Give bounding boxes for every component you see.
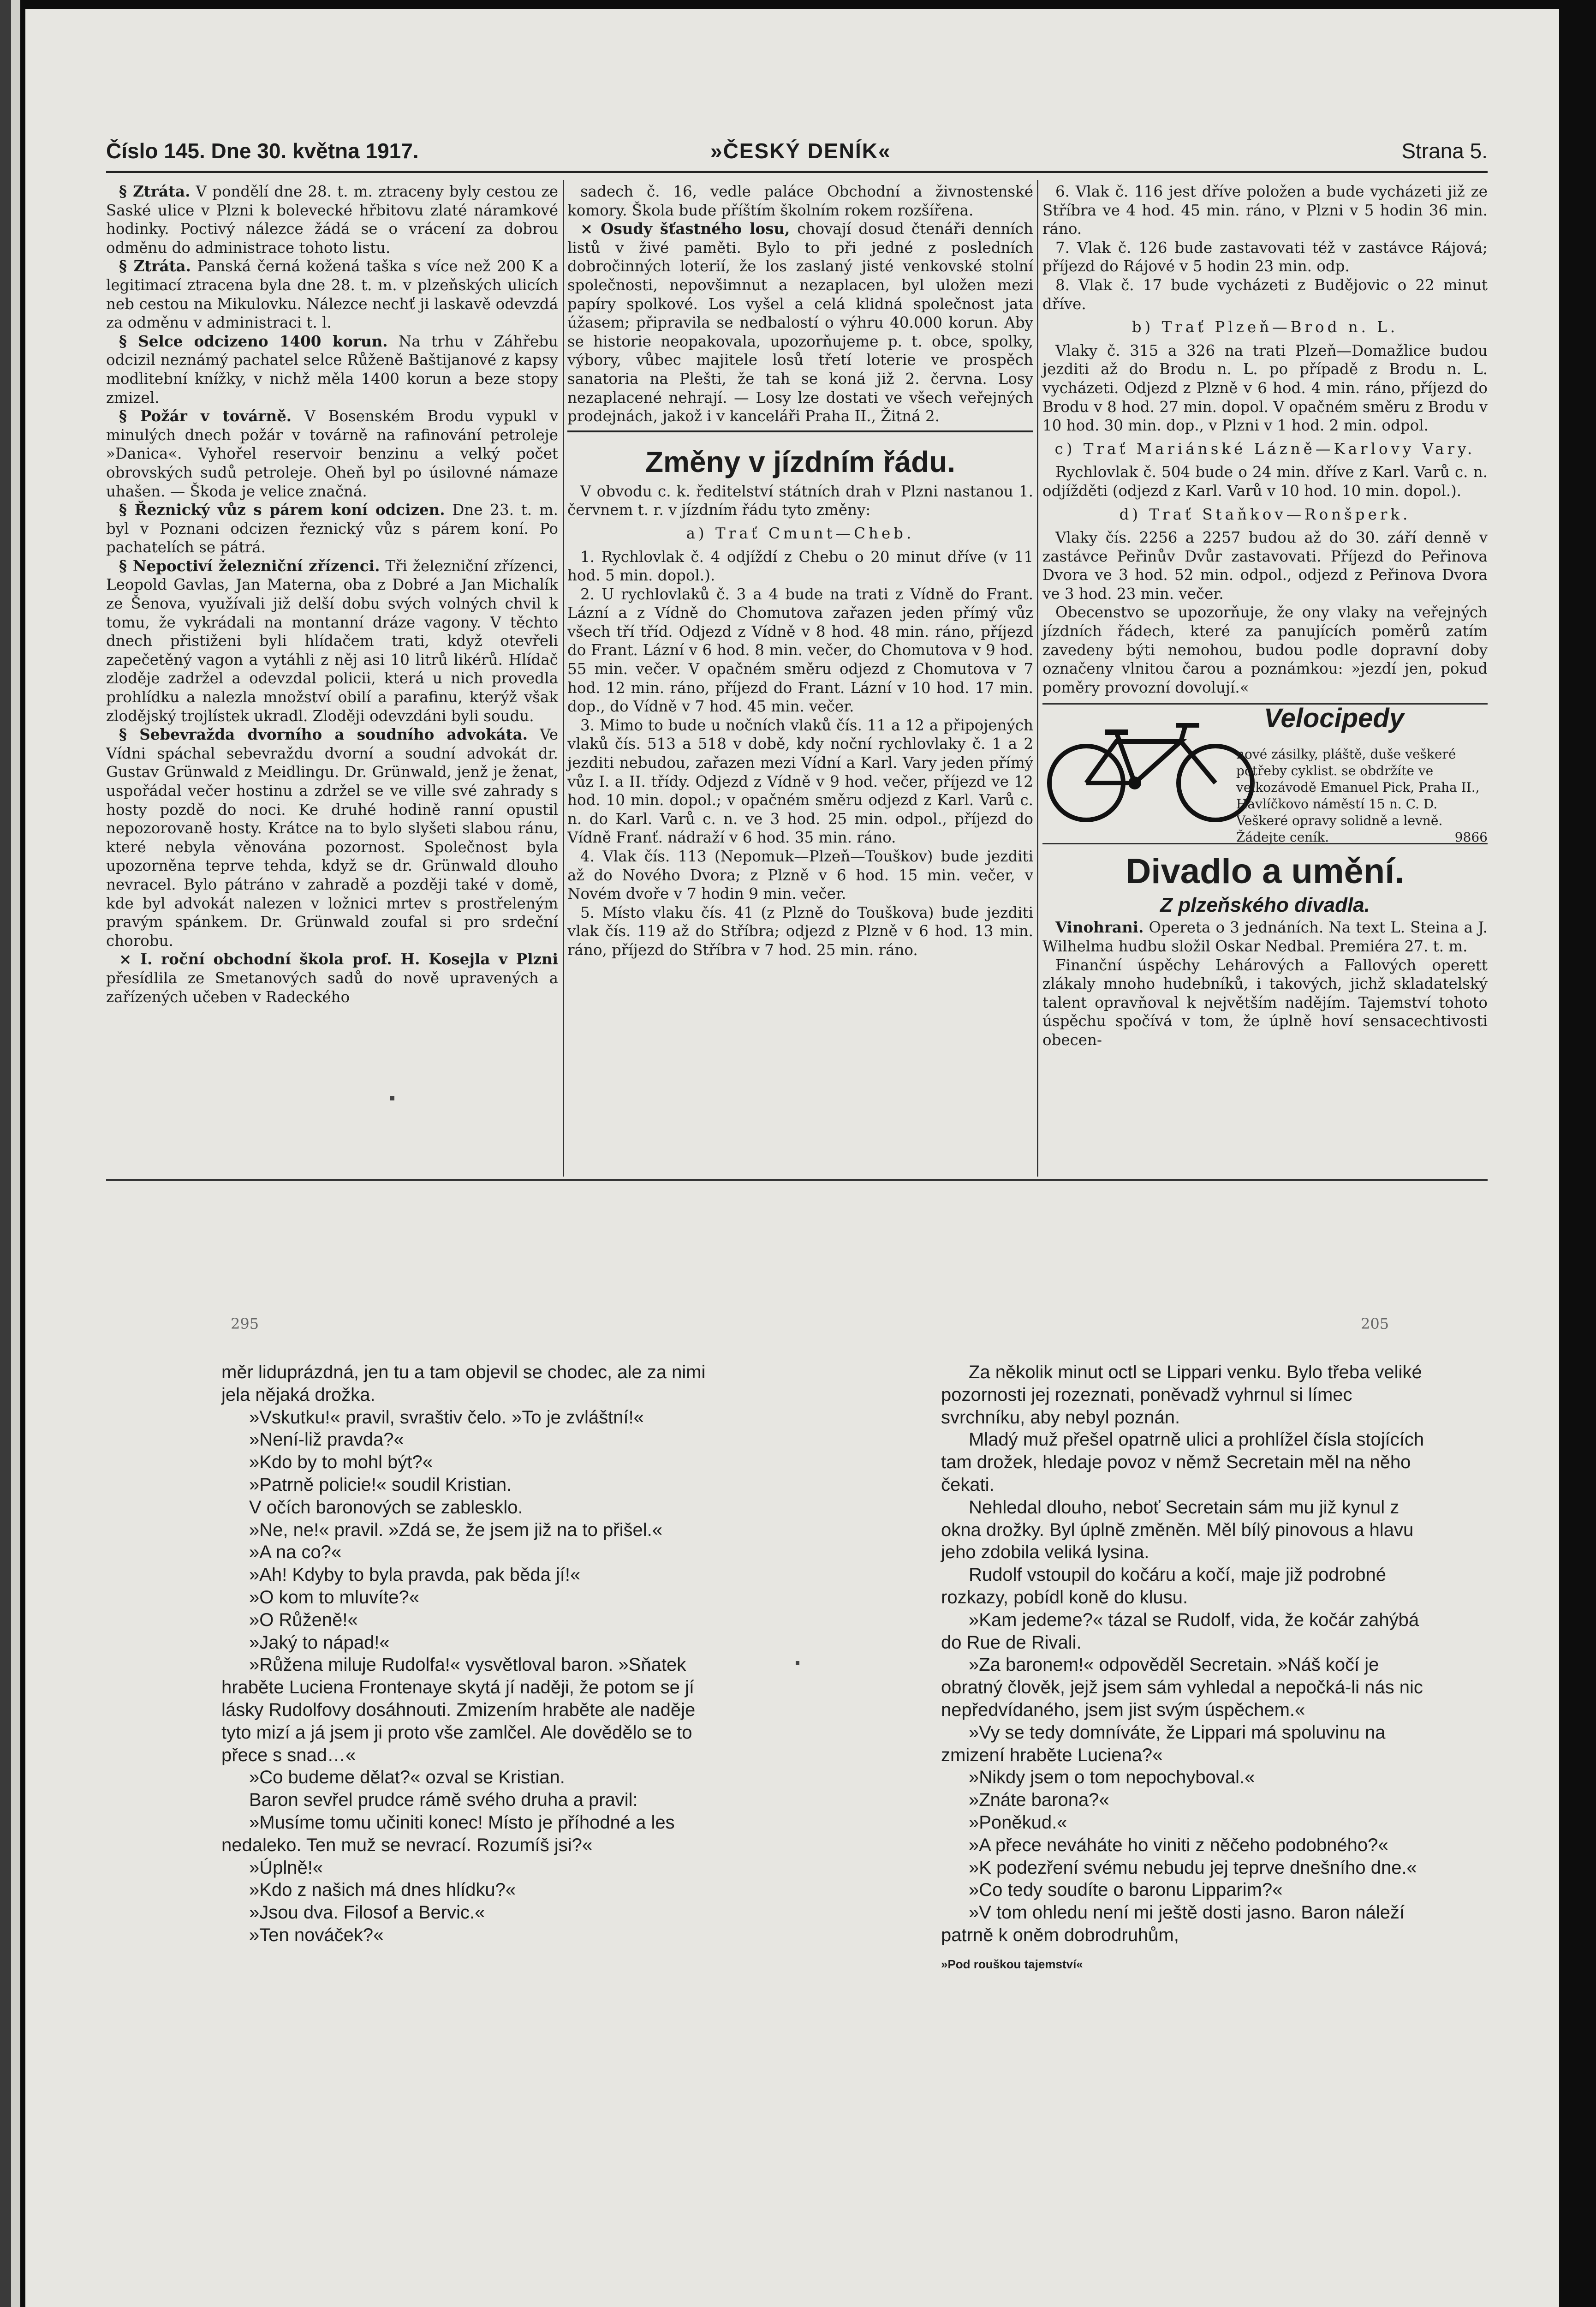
novel-paragraph: »K podezření svému nebudu jej teprve dnešního dne.« [969, 1857, 1417, 1878]
novel-paragraph: »O Růženě!« [249, 1609, 358, 1630]
timetable-paragraph: 2. U rychlovlaků č. 3 a 4 bude na trati z Vídně do Frant. Lázní a z Vídně do Chomutova zařazen jeden přímý vůz všech tří tříd. Odjezd z Vídně v 8 hod. 48 min. ráno, příjezd do Frant. Lázní v 6 hod. 8 min. večer, do Chomutova v 9 hod. 55 min. večer. V opačném směru odjezd z Chomutova v 7 hod. 12 min. ráno, příjezd do Frant. Lázní v 10 hod. 17 min. dop., do Vídně v 7 hod. 45 min. večer. [567, 585, 1033, 716]
novel-footnote: »Pod rouškou tajemství« [941, 1957, 1083, 1971]
bicycle-advertisement [1042, 703, 1488, 844]
news-item-text: přesídlila ze Smetanových sadů do nově upravených a zařízených učeben v Radeckého [106, 969, 558, 1006]
timetable-paragraph: Rychlovlak č. 504 bude o 24 min. dříve z Karl. Varů c. n. odjížděti (odjezd z Karl. Varů v 10 hod. 10 min. dopol.). [1042, 463, 1488, 500]
column-2 [567, 182, 1033, 1174]
novel-paragraph: »Jaký to nápad!« [249, 1632, 390, 1653]
news-item [106, 557, 558, 725]
newspaper-header [106, 138, 1488, 166]
timetable-paragraph: Vlaky čís. 2256 a 2257 budou až do 30. září denně v zastávce Peřinův Dvůr zastavovati. Příjezd do Peřinova Dvora ve 3 hod. 52 min. odpol., odjezd z Peřinova Dvora ve 3 hod. 23 min. večer. [1042, 529, 1488, 603]
novel-paragraph: »Za baronem!« odpověděl Secretain. »Náš kočí je obratný člověk, jejž jsem sám vyhledal a nepočká-li nás nic nepředvídaného, jsem jist svým úspěchem.« [941, 1655, 1423, 1720]
news-item-text: Tři železniční zřízenci, Leopold Gavlas, Jan Materna, oba z Dobré a Jan Michalík ze Šenova, využívali již delší dobu svých volných chvil k tomu, že vykrádali na montanní dráze vagony. V těchto dnech přistiženi byli hlídačem trati, když otevřeli zapečetěný vagon a vytáhli z něj asi 10 litrů likérů. Hlídač zloděje zadržel a odevzdal policii, která u nich provedla prohlídku a nalezla množství obilí a parafinu, kterýž však zlodějský trojlístek ukradl. Zloději odevzdáni byli soudu. [106, 557, 559, 725]
novel-paragraph: »Ne, ne!« pravil. »Zdá se, že jsem již na to přišel.« [249, 1519, 662, 1540]
novel-paragraph: Nehledal dlouho, neboť Secretain sám mu již kynul z okna drožky. Byl úplně změněn. Měl bílý pinovous a hlavu jeho zdobila veliká lysina. [941, 1497, 1414, 1563]
news-item-text: sadech č. 16, vedle paláce Obchodní a živnostenské komory. Škola bude příštím školním rokem rozšířena. [567, 183, 1033, 219]
news-item [567, 182, 1033, 220]
novel-right-text [941, 1361, 1439, 1947]
theater-section-title: Divadlo a umění. [1126, 852, 1405, 891]
news-item-text: V Bosenském Brodu vypukl v minulých dnech požár v továrně na rafinování petroleje »Danica«. Vyhořel reservoir benzinu a velký počet obrovských sudů petroleje. Oheň byl po úsilovné námaze uhašen. — Škoda je velice značná. [106, 407, 558, 500]
news-item-text: chovají dosud čtenáři denních listů v živé paměti. Bylo to při jedné z posledních dobročinných loterií, že los zaslaný jisté venkovské stolní společnosti, nepovšimnut a nezaplacen, byl uložen mezi papíry spolkové. Los vyšel a celá klidná společnost jata úžasem; připravila se nedbalostí o výhru 40.000 korun. Aby se historie neopakovala, upozorňujeme p. t. obce, spolky, výbory, vůbec majitele losů třetí loterie ve prospěch sanatoria na Plešti, že tah se koná již 2. června. Losy nezaplacené nehrají. — Losy lze dostati ve všech veřejných prodejnách, jakož i v kanceláři Praha II., Žitná 2. [567, 220, 1033, 425]
novel-paragraph: »Kdo by to mohl být?« [249, 1452, 433, 1473]
masthead-title: »ČESKÝ DENÍK« [710, 139, 891, 163]
novel-paragraph: »Patrně policie!« soudil Kristian. [249, 1474, 512, 1495]
novel-paragraph: Rudolf vstoupil do kočáru a kočí, maje již podrobné rozkazy, pobídl koně do klusu. [941, 1565, 1386, 1608]
timetable-paragraph: 6. Vlak č. 116 jest dříve položen a bude vycházeti již ze Stříbra ve 4 hod. 45 min. ráno, v Plzni v 5 hodin 36 min. ráno. [1042, 183, 1488, 238]
timetable-paragraph: 7. Vlak č. 126 bude zastavovati též v zastávce Rájová; příjezd do Rájové v 5 hodin 23 min. odp. [1042, 239, 1488, 275]
novel-paragraph: »A přece neváháte ho viniti z něčeho podobného?« [969, 1835, 1388, 1855]
novel-paragraph: »Co budeme dělat?« ozval se Kristian. [249, 1767, 565, 1788]
news-item-text: V pondělí dne 28. t. m. ztraceny byly cestou ze Saské ulice v Plzni k bolevecké hřbitovu zlaté náramkové hodinky. Poctivý nálezce žádá se o vrácení za dobrou odměnu do administrace tohoto listu. [106, 183, 558, 257]
news-item-text: Na trhu v Záhřebu odcizil neznámý pachatel selce Růženě Baštijanové z kapsy modlitební knížky, v nichž měla 1400 korun a beze stopy zmizel. [106, 332, 558, 406]
timetable-paragraph: b) Trať Plzeň—Brod n. L. [1131, 318, 1399, 336]
news-item [106, 407, 558, 501]
timetable-paragraph: V obvodu c. k. ředitelství státních drah v Plzni nastanou 1. červnem t. r. v jízdním řádu tyto změny: [567, 482, 1033, 519]
novel-paragraph: Za několik minut octl se Lippari venku. Bylo třeba veliké pozornosti jej rozeznati, poněvadž vyhrnul si límec svrchníku, aby nebyl poznán. [941, 1362, 1422, 1428]
novel-paragraph: »Kdo z našich má dnes hlídku?« [249, 1880, 516, 1901]
news-item-lead: × Osudy šťastného losu, [580, 220, 790, 238]
bottom-rule [106, 1179, 1488, 1181]
timetable-paragraph: c) Trať Mariánské Lázně—Karlovy Vary. [1054, 440, 1476, 458]
news-item-text: Panská černá kožená taška s více než 200 K a legitimací ztracena byla dne 28. t. m. v plzeňských ulicích neb cestou na Mikulovku. Nálezce nechť ji laskavě odevzdá za odměnu v administraci t. l. [106, 257, 558, 332]
news-item [106, 950, 558, 1006]
news-item-lead: § Ztráta. [119, 257, 191, 275]
novel-paragraph: »Vskutku!« pravil, svraštiv čelo. »To je zvláštní!« [249, 1407, 644, 1428]
bicycle-icon [1042, 714, 1259, 825]
timetable-paragraph: d) Trať Staňkov—Ronšperk. [1119, 505, 1411, 523]
novel-paragraph: »Vy se tedy domníváte, že Lippari má spoluvinu na zmizení hraběte Luciena?« [941, 1722, 1386, 1765]
timetable-paragraph: 5. Místo vlaku čís. 41 (z Plzně do Touškova) bude jezditi vlak čís. 119 až do Stříbra; odjezd z Plzně v 6 hod. 13 min. ráno, příjezd do Stříbra v 7 hod. 25 min. ráno. [567, 903, 1033, 959]
news-item [106, 257, 558, 332]
column-divider [563, 180, 564, 1177]
page-number: Strana 5. [1401, 139, 1488, 163]
news-item-lead: § Nepoctiví železniční zřízenci. [119, 556, 380, 575]
news-item [1042, 956, 1488, 1050]
timetable-paragraph: Vlaky č. 315 a 326 na trati Plzeň—Domažlice budou jezditi až do Brodu n. L. po případě z Brodu n. L. vycházeti. Odjezd z Plzně v 6 hod. 4 min. ráno, příjezd do Brodu v 8 hod. 27 min. dopol. V opačném směru z Brodu v 10 hod. 30 min. dop., v Plzni v 1 hod. 2 min. odpol. [1042, 341, 1488, 435]
novel-paragraph: »Co tedy soudíte o baronu Lipparim?« [969, 1880, 1283, 1901]
novel-paragraph: »Nikdy jsem o tom nepochyboval.« [969, 1767, 1255, 1788]
novel-paragraph: Mladý muž přešel opatrně ulici a prohlížel čísla stojících tam drožek, hledaje povoz v němž Secretain měl na něho čekati. [941, 1429, 1424, 1495]
news-item [1042, 918, 1488, 956]
novel-paragraph: »Růžena miluje Rudolfa!« vysvětloval baron. »Sňatek hraběte Luciena Frontenaye skytá jí naději, že potom se jí lásky Rudolfovy dosáhnouti. Zmizením hraběte ale naděje tyto mizí a já jsem ji proto vše zamlčel. Ale dovědělo se to přece s snad…« [221, 1655, 696, 1765]
novel-paragraph: Baron sevřel prudce rámě svého druha a pravil: [249, 1790, 638, 1811]
timetable-paragraph: 1. Rychlovlak č. 4 odjíždí z Chebu o 20 minut dříve (v 11 hod. 5 min. dopol.). [567, 548, 1033, 585]
news-item-text: Dne 23. t. m. byl v Poznani odcizen řeznický vůz s párem koní. Po pachatelích se pátrá. [106, 501, 558, 556]
novel-left-page [221, 1361, 713, 1947]
news-item-lead: § Selce odcizeno 1400 korun. [119, 332, 388, 350]
scan-speck [796, 1661, 799, 1665]
novel-paragraph: »Není-liž pravda?« [249, 1429, 404, 1450]
news-item-lead: Vinohrani. [1055, 918, 1144, 937]
book-page-number-left: 295 [231, 1315, 259, 1333]
theater-section-subtitle: Z plzeňského divadla. [1160, 894, 1370, 917]
novel-paragraph: »V tom ohledu není mi ještě dosti jasno. Baron náleží patrně k oněm dobrodruhům, [941, 1902, 1405, 1945]
header-rule [106, 171, 1488, 173]
timetable-changes-continued [1042, 182, 1488, 697]
novel-paragraph: »Ah! Kdyby to byla pravda, pak běda jí!« [249, 1565, 581, 1585]
news-item-text: Ve Vídni spáchal sebevraždu dvorní a soudní advokát dr. Gustav Grünwald z Meidlingu. Dr. Grünwald, jenž je ženat, uspořádal večer hostinu a zdržel se ve ville své zahrady s hosty pozdě do noci. Ke druhé hodině ranní opustil nepozorovaně hosty. Krátce na to bylo slyšeti slabou ránu, které nebyla věnována pozornost. Společnost byla upozorněna teprve tehda, když se dr. Grünwald dlouho nevracel. Bylo pátráno v zahradě a později také v domě, kde byl advokát nalezen v ložnici mrtev s prostřeleným pravým spánkem. Dr. Grünwald zoufal si pro srdeční chorobu. [106, 726, 558, 950]
scan-speck [390, 1096, 394, 1100]
novel-paragraph: měr liduprázdná, jen tu a tam objevil se chodec, ale za nimi jela nějaká drožka. [221, 1362, 706, 1405]
ad-text: nové zásilky, pláště, duše veškeré potřeby cyklist. se obdržíte ve velkozávodě Emanuel Pick, Praha II., Havlíčkovo náměstí 15 n. C. D. Veškeré opravy solidně a levně. Žádejte ceník. [1236, 747, 1480, 845]
book-page-number-right: 205 [1361, 1315, 1389, 1333]
novel-paragraph: »Úplně!« [249, 1857, 323, 1878]
lottery-news [567, 182, 1033, 426]
novel-paragraph: V očích baronových se zablesklo. [249, 1497, 523, 1518]
news-item-lead: § Požár v továrně. [119, 407, 292, 425]
news-item-lead: § Sebevražda dvorního a soudního advokáta. [119, 725, 528, 744]
timetable-paragraph: Obecenstvo se upozorňuje, že ony vlaky na veřejných jízdních řádech, které za panujících poměrů zatím zavedeny býti nemohou, budou podle dopravní doby označeny vlnitou čarou a poznámkou: »jezdí jen, pokud poměry provozní dovolují.« [1042, 604, 1488, 696]
column-3 [1042, 182, 1488, 1179]
news-item [106, 332, 558, 407]
novel-right-page [941, 1361, 1439, 1976]
novel-paragraph: »Ten nováček?« [249, 1924, 384, 1945]
issue-date: Číslo 145. Dne 30. května 1917. [106, 139, 419, 163]
column-divider [1037, 180, 1038, 1177]
timetable-changes [567, 482, 1033, 960]
news-item-text: Finanční úspěchy Lehárových a Fallových operett zlákaly mnoho hudebníků, i takových, jichž skladatelský talent opravňoval k největším nadějím. Tajemství tohoto úspěchu spočívá v tom, že úplně hoví sensacechtivosti obecen- [1042, 956, 1488, 1049]
ad-code: 9866 [1454, 830, 1488, 845]
column-1-news [106, 182, 558, 1158]
novel-paragraph: »Kam jedeme?« tázal se Rudolf, vida, že kočár zahýbá do Rue de Rivali. [941, 1609, 1419, 1653]
news-item-lead: § Řeznický vůz s párem koní odcizen. [119, 501, 445, 519]
timetable-paragraph: 4. Vlak čís. 113 (Nepomuk—Plzeň—Touškov) bude jezditi až do Nového Dvora; z Plzně v 6 hod. 15 min. večer, v Novém dvoře v 7 hodin 9 min. večer. [567, 848, 1033, 903]
novel-paragraph: »Poněkud.« [969, 1812, 1067, 1833]
novel-paragraph: »Znáte barona?« [969, 1790, 1109, 1811]
news-item [567, 220, 1033, 426]
novel-paragraph: »A na co?« [249, 1542, 342, 1563]
novel-paragraph: »Jsou dva. Filosof a Bervic.« [249, 1902, 485, 1923]
news-item-lead: × I. roční obchodní škola prof. H. Kosejla v Plzni [119, 950, 558, 968]
news-item-text: Opereta o 3 jednáních. Na text L. Steina a J. Wilhelma hudbu složil Oskar Nedbal. Premiéra 27. t. m. [1042, 919, 1488, 956]
timetable-paragraph: 3. Mimo to bude u nočních vlaků čís. 11 a 12 a připojených vlaků čís. 513 a 518 v době, kdy noční rychlovlaky č. 1 a 2 jezditi nebudou, zařazen mezi Vídní a Karl. Vary jeden přímý vůz I. a II. třídy. Odjezd z Vídně v 9 hod. večer, příjezd ve 12 hod. 10 min. dopol.; v opačném směru odjezd z Karl. Varů c. n. do Karl. Varů c. n. ve 3 hod. 25 min. odpol., příjezd do Vídně Franť. nádraží v 6 hod. 35 min. ráno. [567, 716, 1033, 847]
timetable-paragraph: 8. Vlak č. 17 bude vycházeti z Budějovic o 22 minut dříve. [1042, 276, 1488, 313]
ad-title: Velocipedy [1264, 703, 1405, 734]
news-item [106, 501, 558, 557]
news-item [106, 182, 558, 257]
news-item-lead: § Ztráta. [119, 182, 191, 200]
novel-paragraph: »O kom to mluvíte?« [249, 1587, 420, 1608]
timetable-paragraph: a) Trať Cmunt—Cheb. [686, 524, 915, 542]
section-rule [567, 430, 1033, 432]
section-heading-timetable: Změny v jízdním řádu. [645, 445, 956, 478]
theater-article [1042, 918, 1488, 1049]
news-item [106, 725, 558, 950]
novel-paragraph: »Musíme tomu učiniti konec! Místo je příhodné a les nedaleko. Ten muž se nevrací. Rozumíš jsi?« [221, 1812, 675, 1855]
